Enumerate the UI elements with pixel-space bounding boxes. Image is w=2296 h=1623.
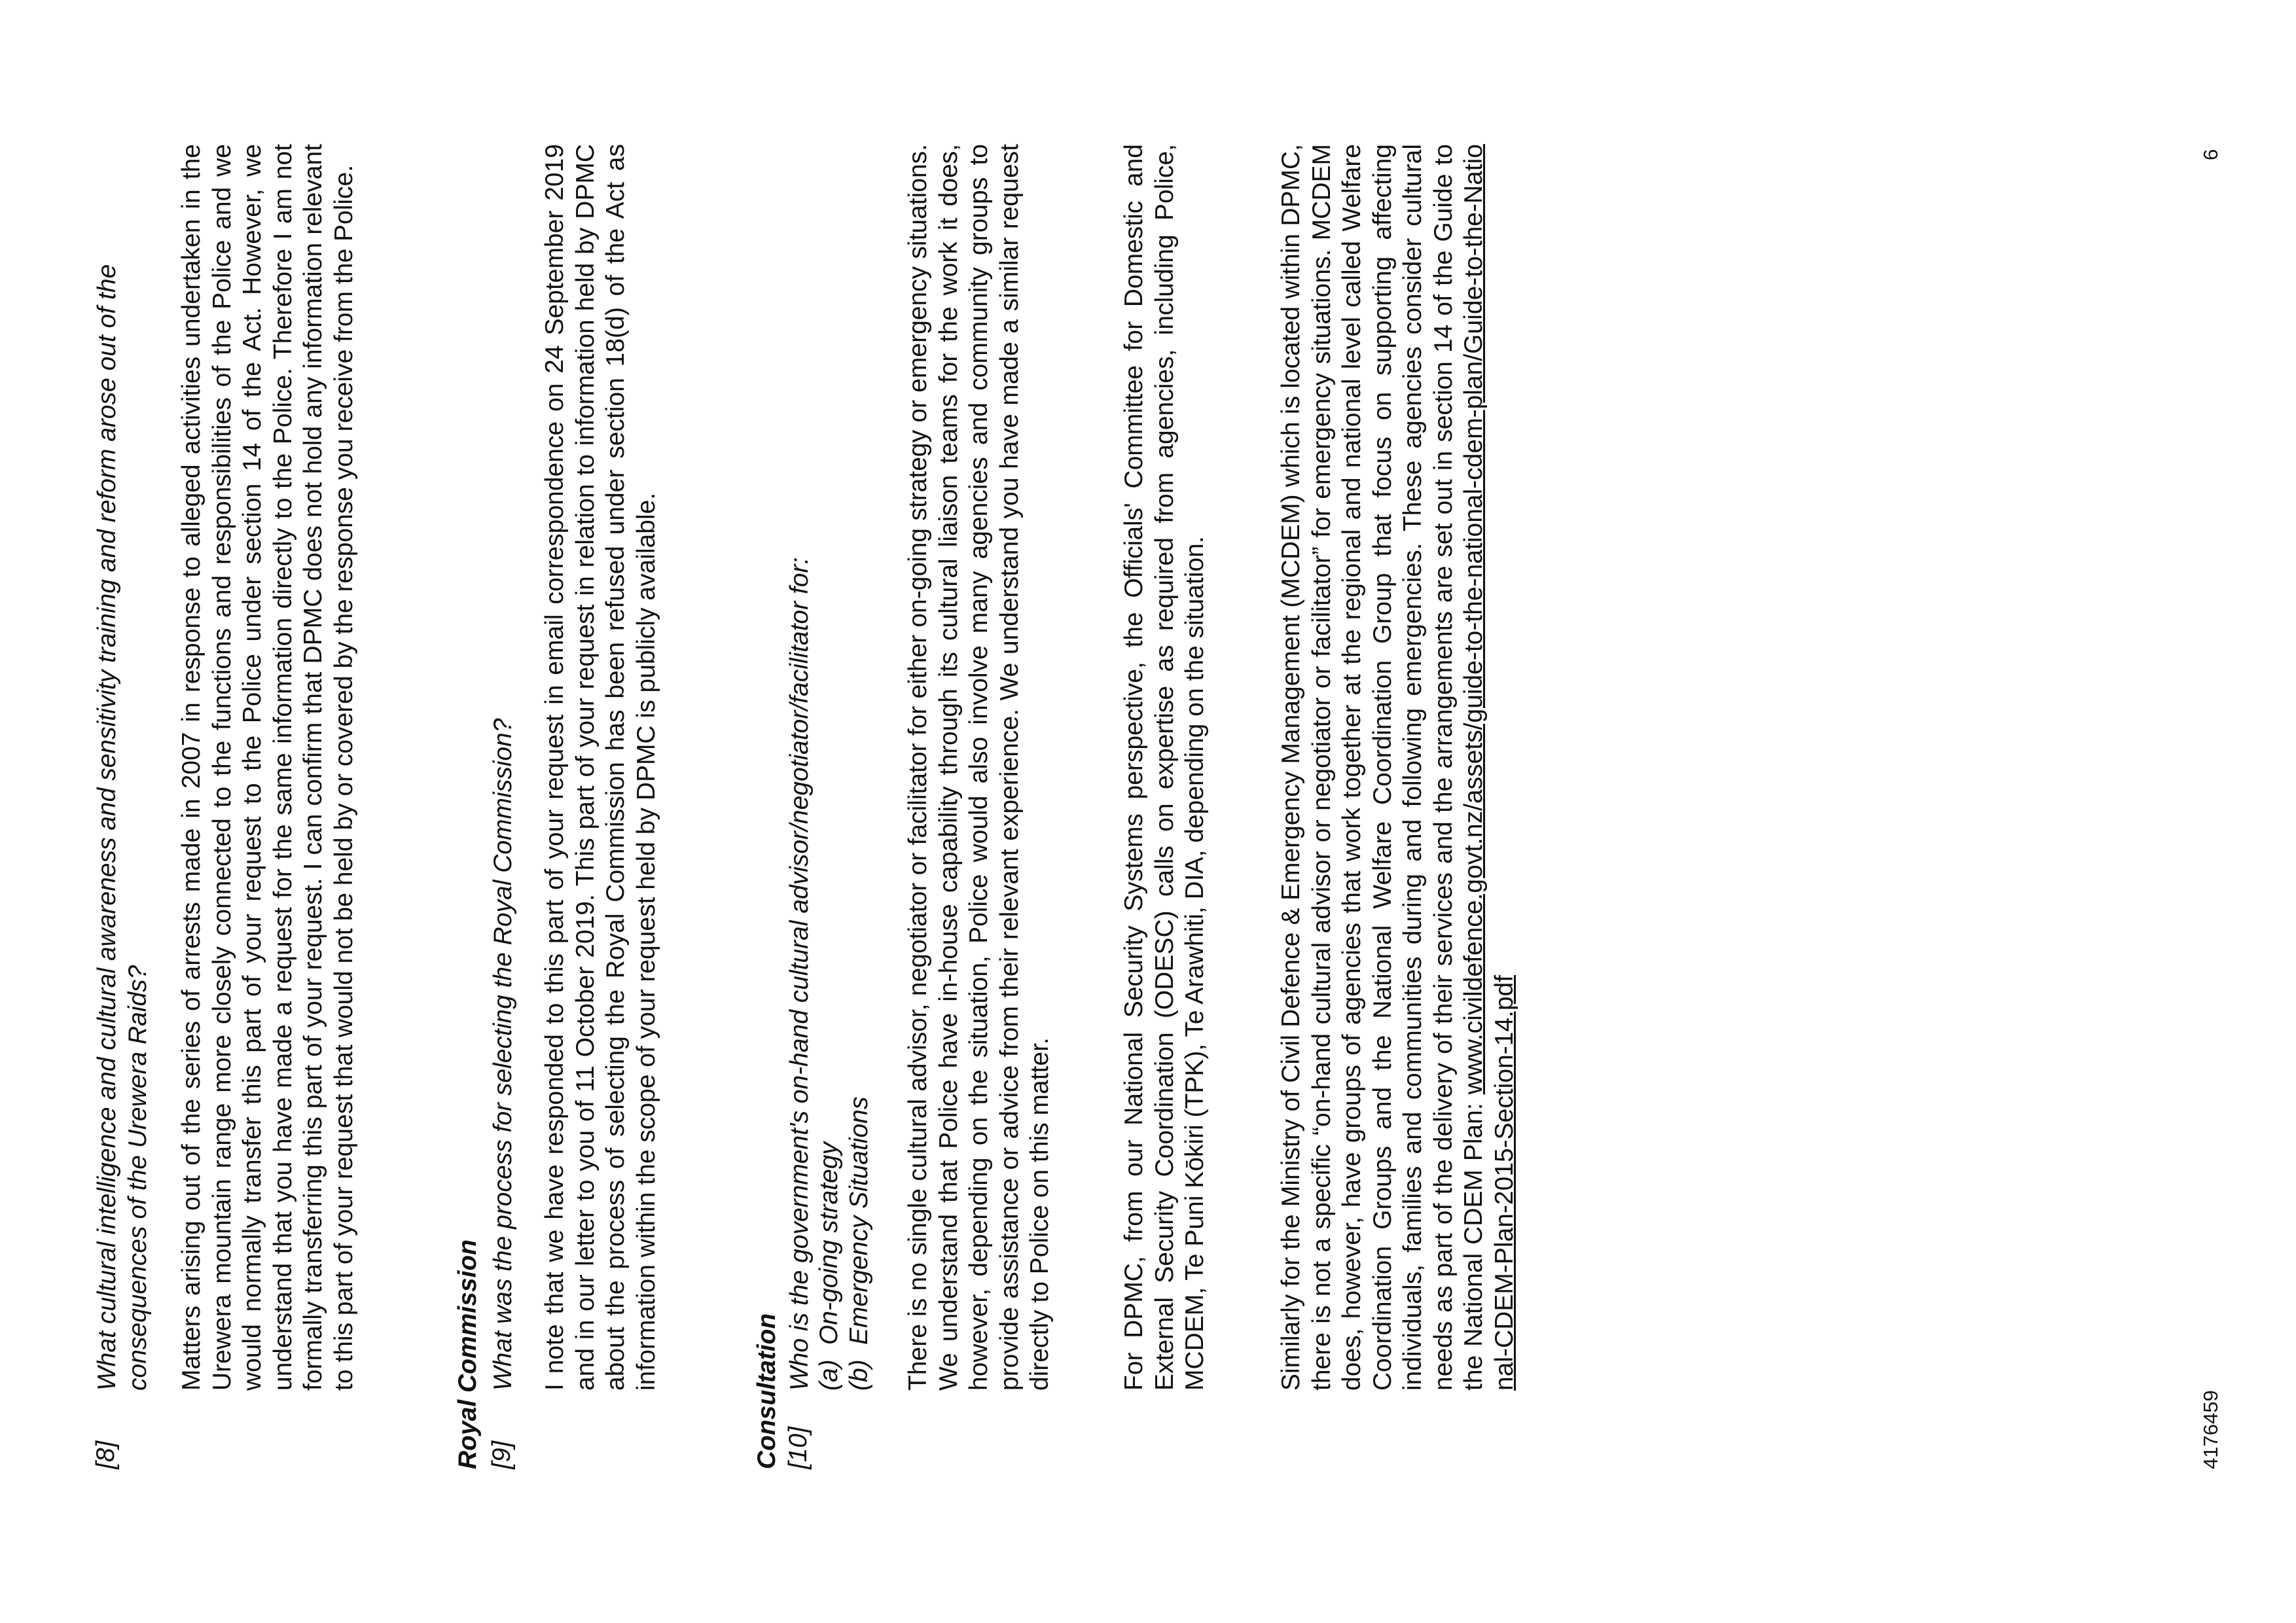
answer-10-paragraph-2: For DPMC, from our National Security Systems perspective, the Officials' Committee for Domestic and External Security Coordination (ODESC) calls on expertise as required from agencies, including Police, MCDEM, Te Puni Kōkiri (TPK), Te Arawhiti, DIA, depending on the situation.	[1120, 144, 1209, 1391]
item-text: On-going strategy	[815, 1141, 843, 1345]
question-10-item-b	[844, 1097, 874, 1391]
item-text: Emergency Situations	[845, 1096, 873, 1345]
question-8-text: What cultural intelligence and cultural awareness and sensitivity training and reform arose out of the consequences of the Urewera Raids?	[93, 264, 152, 1391]
answer-9-paragraph: I note that we have responded to this part of your request in email correspondence on 24 September 2019 and in our letter to you of 11 October 2019. This part of your request in relation to information held by DPMC about the process of selecting the Royal Commission has been refused under section 18(d) of the Act as information within the scope of your request held by DPMC is publicly available.	[541, 144, 660, 1391]
answer-8-paragraph: Matters arising out of the series of arrests made in 2007 in response to alleged activities undertaken in the Urewera mountain range more closely connected to the functions and responsibilities of the Police and we would normally transfer this part of your request to the Police under section 14 of the Act. However, we understand that you have made a request for the same information directly to the Police. Therefore I am not formally transferring this part of your request. I can confirm that DPMC does not hold any information relevant to this part of your request that would not be held by or covered by the response you receive from the Police.	[177, 144, 358, 1391]
question-number-9: [9]	[488, 1440, 516, 1469]
question-10-text: Who is the government's on-hand cultural advisor/negotiator/facilitator for:	[785, 557, 814, 1391]
answer-10-paragraph-3	[1276, 144, 1520, 1391]
section-heading-consultation: Consultation	[753, 1313, 781, 1469]
answer-10-paragraph-1: There is no single cultural advisor, negotiator or facilitator for either on-going strategy or emergency situations. We understand that Police have in-house capability through its cultural liaison teams for the work it does, however, depending on the situation, Police would also involve many agencies and community groups to provide assistance or advice from their relevant experience. We understand you have made a similar request directly to Police on this matter.	[904, 144, 1054, 1391]
question-10-item-a	[814, 1142, 844, 1391]
question-number-8: [8]	[92, 1440, 120, 1469]
item-label: (a)	[815, 1359, 843, 1391]
paragraph-text: Similarly for the Ministry of Civil Defence & Emergency Management (MCDEM) which is located within DPMC, there is not a specific “on-hand cultural advisor or negotiator or facilitator” for emergency situations. MCDEM does, however, have groups of agencies that work together at the regional and national level called Welfare Coordination Groups and the National Welfare Coordination Group that focus on supporting affecting individuals, families and communities during and following emergencies. These agencies consider cultural needs as part of the delivery of their services and the arrangements are set out in section 14 of the Guide to the National CDEM Plan:	[1277, 144, 1488, 1391]
question-number-10: [10]	[784, 1426, 812, 1469]
document-id: 4176459	[2199, 1390, 2222, 1469]
question-9-text: What was the process for selecting the Royal Commission?	[489, 718, 517, 1391]
page-number: 6	[2199, 149, 2222, 160]
section-heading-royal-commission: Royal Commission	[454, 1239, 482, 1469]
item-label: (b)	[845, 1359, 873, 1391]
guide-link[interactable]: www.civildefence.govt.nz/assets/guide-to-the-national-cdem-plan/Guide-to-the-National-CDEM-Plan-2015-Section-14.pdf	[1460, 144, 1518, 1391]
